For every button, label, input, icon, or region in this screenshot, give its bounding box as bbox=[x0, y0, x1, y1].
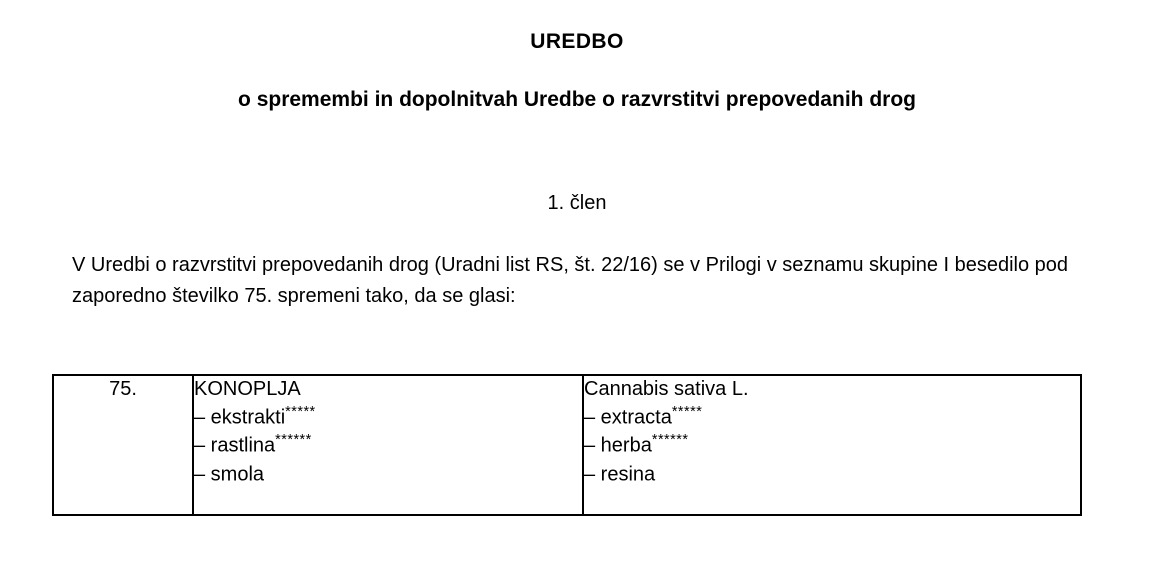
cell-latin-name bbox=[583, 375, 1081, 515]
latin-item-0-text: – extracta bbox=[584, 406, 672, 429]
slovene-substance-name: KONOPLJA bbox=[194, 378, 301, 400]
latin-item-1-text: – herba bbox=[584, 434, 652, 457]
latin-item-1 bbox=[584, 431, 1080, 459]
slovene-item-0-text: – ekstrakti bbox=[194, 406, 286, 429]
table-row bbox=[53, 375, 1081, 515]
slovene-item-1-footnote-marker: ****** bbox=[275, 432, 312, 449]
slovene-item-1 bbox=[194, 431, 582, 459]
entry-table bbox=[52, 374, 1082, 516]
slovene-item-0 bbox=[194, 403, 582, 431]
cell-spacer bbox=[194, 488, 582, 514]
latin-item-2 bbox=[584, 460, 1080, 488]
slovene-item-2 bbox=[194, 460, 582, 488]
latin-item-2-text: – resina bbox=[584, 463, 656, 486]
page-title: UREDBO bbox=[530, 30, 624, 53]
cell-entry-number: 75. bbox=[53, 375, 193, 515]
entry-table-container bbox=[0, 312, 1154, 516]
article-heading: 1. člen bbox=[547, 192, 607, 214]
latin-item-0 bbox=[584, 403, 1080, 431]
latin-substance-name: Cannabis sativa L. bbox=[584, 378, 749, 400]
page-subtitle: o spremembi in dopolnitvah Uredbe o razvrstitvi prepovedanih drog bbox=[238, 88, 916, 111]
slovene-item-2-text: – smola bbox=[194, 463, 265, 486]
cell-spacer bbox=[584, 488, 1080, 514]
latin-item-0-footnote-marker: ***** bbox=[671, 403, 703, 420]
slovene-item-0-footnote-marker: ***** bbox=[285, 403, 316, 420]
latin-item-1-footnote-marker: ****** bbox=[651, 432, 689, 449]
slovene-item-1-text: – rastlina bbox=[194, 434, 276, 457]
cell-slovene-name bbox=[193, 375, 583, 515]
body-paragraph: V Uredbi o razvrstitvi prepovedanih drog (Uradni list RS, št. 22/16) se v Prilogi v seznamu skupine I besedilo pod zaporedno številko 75. spremeni tako, da se glasi: bbox=[72, 254, 1069, 307]
entry-table-body bbox=[53, 375, 1081, 515]
